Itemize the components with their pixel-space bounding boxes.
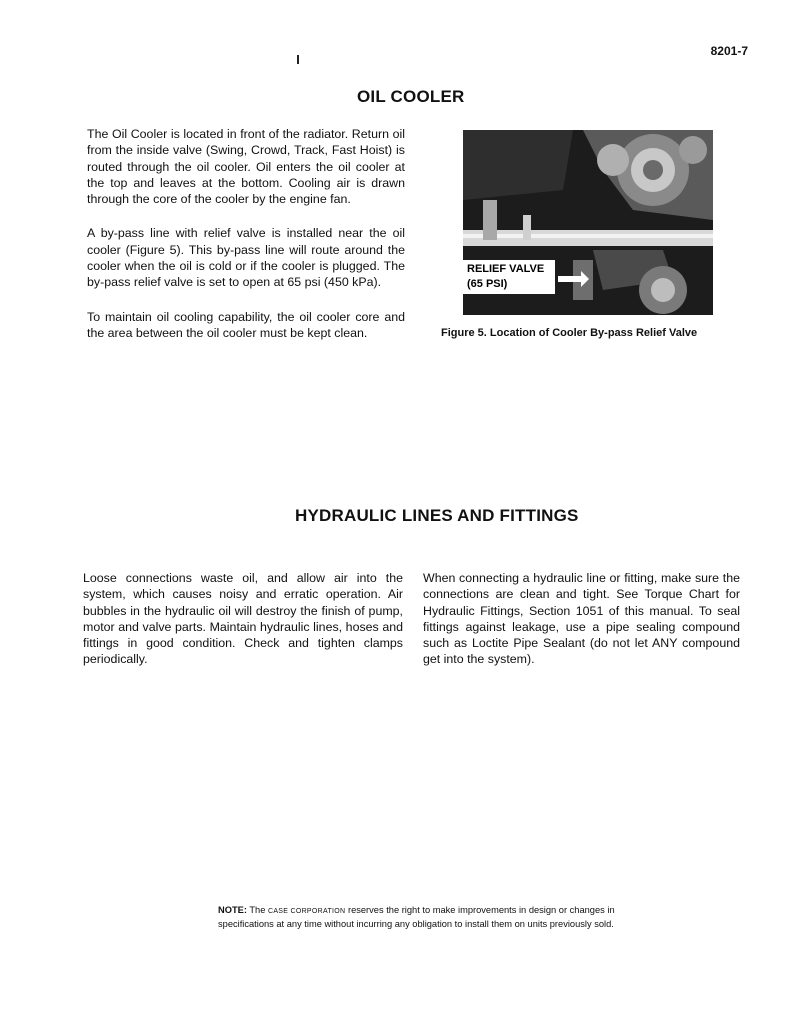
oil-cooler-heading: OIL COOLER xyxy=(357,87,465,106)
oil-cooler-text xyxy=(87,126,405,359)
relief-valve-callout xyxy=(463,260,555,294)
callout-line-2: (65 PSI) xyxy=(467,278,508,290)
relief-valve-photo xyxy=(463,130,713,315)
oil-cooler-paragraph-2: A by-pass line with relief valve is installed near the oil cooler (Figure 5). This by-pass line will route around the cooler when the oil is cold or if the cooler is plugged. The by-pass relief valve is set to open at 65 psi (450 kPa). xyxy=(87,226,405,290)
note-label: NOTE: xyxy=(218,905,247,915)
oil-cooler-paragraph-3: To maintain oil cooling capability, the oil cooler core and the area between the oil cooler must be kept clean. xyxy=(87,309,405,340)
hydraulic-right-paragraph: When connecting a hydraulic line or fitting, make sure the connections are clean and tight. See Torque Chart for Hydraulic Fittings, Section 1051 of this manual. To seal fittings against leakage, use a pipe sealing compound such as Loctite Pipe Sealant (do not let ANY compound get into the system). xyxy=(423,571,740,667)
stray-mark xyxy=(297,55,299,64)
figure-caption: Figure 5. Location of Cooler By-pass Relief Valve xyxy=(441,327,698,339)
footer-note xyxy=(218,904,618,931)
note-the: The xyxy=(249,905,266,915)
page-number: 8201-7 xyxy=(710,44,748,58)
note-text: reserves the right to make improvements in design or changes in specifications at any time without incurring any obligation to install them on units previously sold. xyxy=(218,905,615,929)
note-company: CASE CORPORATION xyxy=(267,908,346,915)
hydraulic-left-paragraph: Loose connections waste oil, and allow air into the system, which causes noisy and erratic operation. Air bubbles in the hydraulic oil will destroy the finish of pump, motor and valve parts. Maintain hydraulic lines, hoses and fittings in good condition. Check and tighten clamps periodically. xyxy=(83,571,403,667)
callout-line-1: RELIEF VALVE xyxy=(467,263,545,275)
hydraulic-heading: HYDRAULIC LINES AND FITTINGS xyxy=(295,506,579,525)
oil-cooler-paragraph-1: The Oil Cooler is located in front of the radiator. Return oil from the inside valve (Swing, Crowd, Track, Fast Hoist) is routed through the oil cooler. Oil enters the oil cooler at the top and leaves at the bottom. Cooling air is drawn through the core of the cooler by the engine fan. xyxy=(87,127,405,207)
